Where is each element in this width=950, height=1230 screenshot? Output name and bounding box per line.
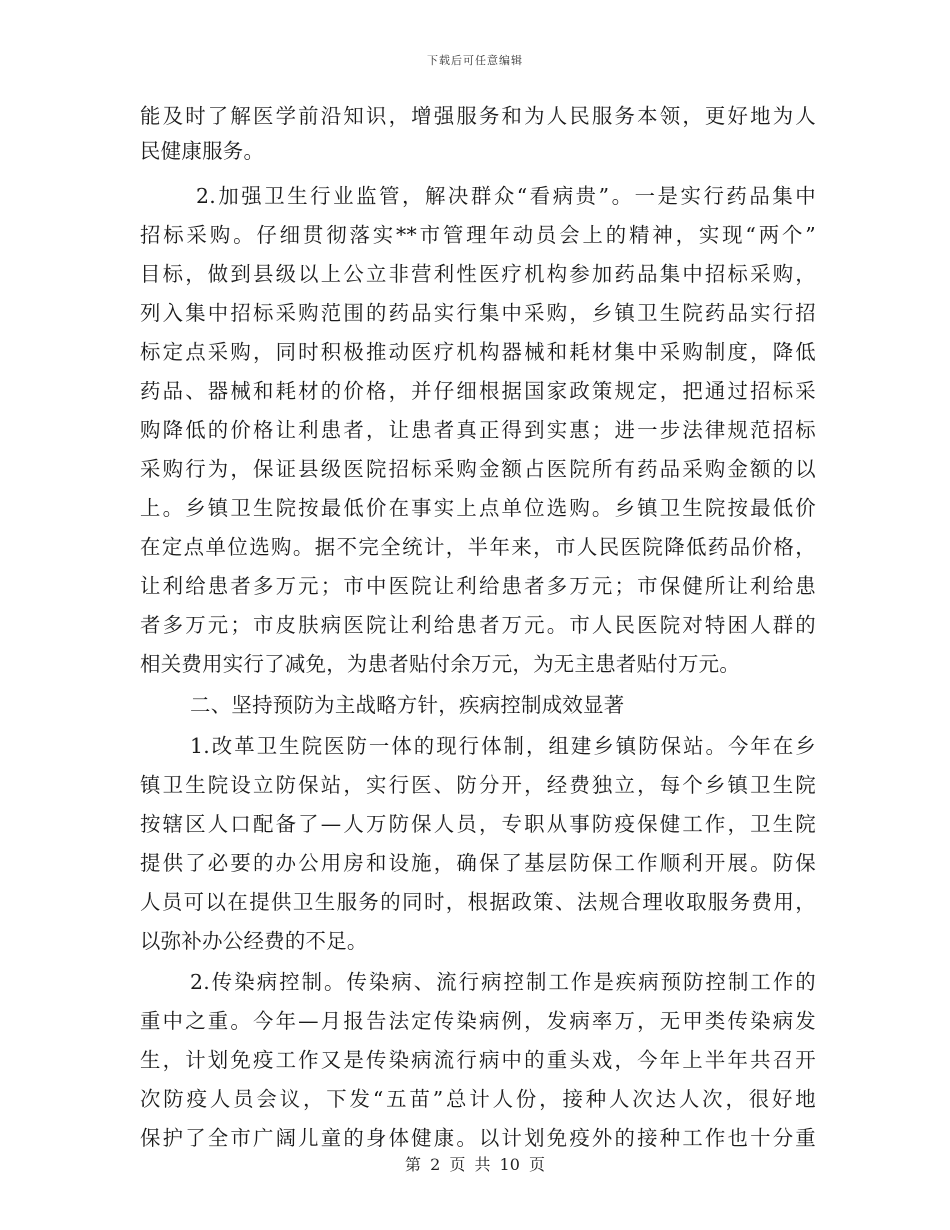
text-line: 人员可以在提供卫生服务的同时，根据政策、法规合理收取服务费用， [140,890,816,915]
text-line: 招标采购。仔细贯彻落实**市管理年动员会上的精神，实现“两个” [140,223,816,248]
text-line: 1.改革卫生院医防一体的现行体制，组建乡镇防保站。今年在乡 [190,734,816,759]
page-number: 第 2 页 共 10 页 [405,1155,545,1174]
text-line: 保护了全市广阔儿童的身体健康。以计划免疫外的接种工作也十分重 [140,1126,816,1151]
text-line: 2.传染病控制。传染病、流行病控制工作是疾病预防控制工作的 [190,970,816,995]
text-line: 采购行为，保证县级医院招标采购金额占医院所有药品采购金额的以 [140,457,816,482]
text-line: 镇卫生院设立防保站，实行医、防分开，经费独立，每个乡镇卫生院 [140,773,816,798]
text-line: 目标，做到县级以上公立非营利性医疗机构参加药品集中招标采购， [140,262,816,287]
text-line: 民健康服务。 [140,139,265,164]
text-line: 生，计划免疫工作又是传染病流行病中的重头戏，今年上半年共召开 [140,1048,816,1073]
text-line: 以弥补办公经费的不足。 [140,929,368,954]
text-line: 次防疫人员会议，下发“五苗”总计人份，接种人次达人次，很好地 [140,1087,816,1112]
text-line: 者多万元；市皮肤病医院让利给患者万元。市人民医院对特困人群的 [140,613,816,638]
text-line: 上。乡镇卫生院按最低价在事实上点单位选购。乡镇卫生院按最低价 [140,496,816,521]
text-line: 2.加强卫生行业监管，解决群众“看病贵”。一是实行药品集中 [196,184,816,209]
text-line: 列入集中招标采购范围的药品实行集中采购，乡镇卫生院药品实行招 [140,301,816,326]
text-line: 标定点采购，同时积极推动医疗机构器械和耗材集中采购制度，降低 [140,340,816,365]
text-line: 在定点单位选购。据不完全统计，半年来，市人民医院降低药品价格， [140,535,816,560]
section-heading: 二、坚持预防为主战略方针，疾病控制成效显著 [190,693,625,718]
text-line: 购降低的价格让利患者，让患者真正得到实惠；进一步法律规范招标 [140,418,816,443]
text-line: 按辖区人口配备了—人万防保人员，专职从事防疫保健工作，卫生院 [140,812,816,837]
text-line: 提供了必要的办公用房和设施，确保了基层防保工作顺利开展。防保 [140,851,816,876]
text-line: 重中之重。今年—月报告法定传染病例，发病率万，无甲类传染病发 [140,1009,816,1034]
text-line: 能及时了解医学前沿知识，增强服务和为人民服务本领，更好地为人 [140,104,816,128]
text-line: 让利给患者多万元；市中医院让利给患者多万元；市保健所让利给患 [140,574,816,599]
text-line: 相关费用实行了减免，为患者贴付余万元，为无主患者贴付万元。 [140,652,741,677]
text-line: 药品、器械和耗材的价格，并仔细根据国家政策规定，把通过招标采 [140,379,816,404]
page-header: 下载后可任意编辑 [427,54,523,67]
